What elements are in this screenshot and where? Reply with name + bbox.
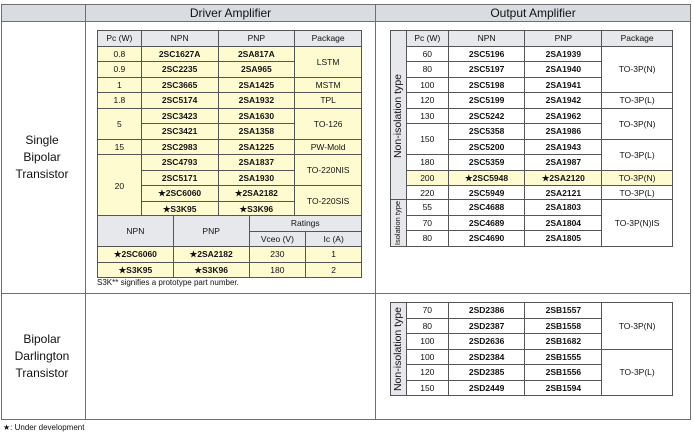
npn-cell: 2SC5242 (448, 108, 525, 124)
column-divider-right (375, 22, 376, 419)
table-row (98, 31, 362, 47)
column-header: NPN (98, 216, 174, 247)
table-row (98, 77, 362, 93)
pnp-cell: ★2SA2120 (525, 170, 602, 186)
row-label-line: Bipolar (23, 150, 61, 164)
npn-cell: ★2SC6060 (141, 186, 218, 202)
npn-cell: 2SC5199 (448, 93, 525, 109)
pnp-cell: 2SA1939 (525, 46, 602, 62)
npn-cell: 2SC4690 (448, 231, 525, 247)
package-cell: MSTM (295, 77, 362, 93)
pnp-cell: 2SA2121 (525, 186, 602, 202)
package-cell: TO-220SIS (295, 186, 362, 217)
pnp-cell: 2SA1941 (525, 77, 602, 93)
pc-cell: 1.8 (98, 93, 142, 109)
table-row (98, 46, 362, 62)
pc-cell: 70 (406, 303, 448, 319)
table-row (391, 31, 673, 47)
row-label-line: Darlington (14, 349, 70, 363)
pc-cell: 100 (406, 349, 448, 365)
pnp-cell: 2SB1557 (525, 303, 602, 319)
package-cell: TPL (295, 93, 362, 109)
npn-cell: 2SD2636 (448, 334, 525, 350)
pnp-cell: ★S3K96 (173, 262, 249, 278)
pc-cell: 5 (98, 108, 142, 139)
pc-cell: 150 (406, 124, 448, 155)
darlington-non-isolation-label: Non-isolation type (392, 306, 405, 392)
column-header: NPN (448, 31, 525, 47)
pc-cell: 80 (406, 62, 448, 78)
pnp-cell: 2SA1805 (525, 231, 602, 247)
npn-cell: 2SC5198 (448, 77, 525, 93)
pnp-cell: 2SA817A (218, 46, 295, 62)
non-isolation-label: Non-isolation type (392, 73, 405, 158)
corner-header-cell (2, 5, 86, 22)
isolation-table (390, 199, 673, 247)
package-cell: TO-126 (295, 108, 362, 139)
npn-cell: 2SC3421 (141, 124, 218, 140)
pnp-cell: ★2SA2182 (218, 186, 295, 202)
vceo-cell: 180 (249, 262, 306, 278)
pc-cell: 200 (406, 170, 448, 186)
pc-cell: 70 (406, 215, 448, 231)
column-header: PNP (218, 31, 295, 47)
package-cell: TO-3P(L) (602, 93, 673, 109)
isolation-label-cell (391, 200, 407, 247)
pnp-cell: 2SA1942 (525, 93, 602, 109)
npn-cell: ★S3K95 (98, 262, 174, 278)
pnp-cell: 2SA1943 (525, 139, 602, 155)
pnp-cell: 2SA1962 (525, 108, 602, 124)
pnp-cell: 2SB1556 (525, 365, 602, 381)
pc-cell: 55 (406, 200, 448, 216)
npn-cell: 2SC5174 (141, 93, 218, 109)
npn-cell: 2SD2385 (448, 365, 525, 381)
output-table (390, 30, 673, 202)
pc-cell: 15 (98, 139, 142, 155)
npn-cell: 2SC5197 (448, 62, 525, 78)
non-isolation-label-cell (391, 31, 407, 202)
pnp-cell: 2SA1837 (218, 155, 295, 171)
package-cell: TO-3P(L) (602, 349, 673, 396)
table-row (391, 170, 673, 186)
npn-cell: 2SC3423 (141, 108, 218, 124)
pc-cell: 0.9 (98, 62, 142, 78)
npn-cell: 2SC5358 (448, 124, 525, 140)
npn-cell: 2SD2387 (448, 318, 525, 334)
column-divider-left (85, 22, 86, 419)
package-cell: PW-Mold (295, 139, 362, 155)
npn-cell: 2SC1627A (141, 46, 218, 62)
table-row (98, 108, 362, 124)
table-row (98, 93, 362, 109)
driver-table (97, 30, 362, 217)
column-header: Pc (W) (98, 31, 142, 47)
table-row (391, 93, 673, 109)
npn-cell: 2SC3665 (141, 77, 218, 93)
pc-cell: 0.8 (98, 46, 142, 62)
row-label-line: Bipolar (23, 332, 61, 346)
pc-cell: 220 (406, 186, 448, 202)
pnp-cell: 2SA965 (218, 62, 295, 78)
npn-cell: 2SC5171 (141, 170, 218, 186)
pc-cell: 130 (406, 108, 448, 124)
pnp-cell: 2SA1932 (218, 93, 295, 109)
package-cell: LSTM (295, 46, 362, 77)
column-header: NPN (141, 31, 218, 47)
pc-cell: 100 (406, 77, 448, 93)
pnp-cell: 2SA1225 (218, 139, 295, 155)
table-row (98, 247, 362, 263)
pnp-cell: 2SA1940 (525, 62, 602, 78)
npn-cell: ★2SC5948 (448, 170, 525, 186)
pnp-cell: 2SA1630 (218, 108, 295, 124)
pc-cell: 150 (406, 380, 448, 396)
column-header: Ratings (249, 216, 361, 232)
column-header: Package (295, 31, 362, 47)
row-divider (2, 293, 690, 294)
vceo-cell: 230 (249, 247, 306, 263)
table-row (98, 262, 362, 278)
package-cell: TO-3P(N) (602, 170, 673, 186)
table-row (391, 349, 673, 365)
ic-cell: 1 (306, 247, 362, 263)
pc-cell: 20 (98, 155, 142, 217)
package-cell: TO-3P(N)IS (602, 200, 673, 247)
npn-cell: 2SC4689 (448, 215, 525, 231)
npn-cell: 2SD2386 (448, 303, 525, 319)
output-amplifier-header: Output Amplifier (376, 5, 690, 22)
pc-cell: 80 (406, 231, 448, 247)
column-header: Package (602, 31, 673, 47)
npn-cell: 2SC5949 (448, 186, 525, 202)
row-label-line: Transistor (15, 167, 69, 181)
row-label-line: Single (25, 133, 59, 147)
package-cell: TO-3P(L) (602, 186, 673, 202)
npn-cell: 2SC4793 (141, 155, 218, 171)
pnp-cell: 2SA1930 (218, 170, 295, 186)
footer-note: ★: Under development (3, 423, 85, 432)
table-row (391, 303, 673, 319)
npn-cell: 2SC5359 (448, 155, 525, 171)
npn-cell: 2SC2983 (141, 139, 218, 155)
table-row (391, 200, 673, 216)
pnp-cell: 2SB1682 (525, 334, 602, 350)
pc-cell: 120 (406, 365, 448, 381)
npn-cell: ★S3K95 (141, 201, 218, 217)
pnp-cell: 2SB1558 (525, 318, 602, 334)
pnp-cell: 2SA1803 (525, 200, 602, 216)
driver-amplifier-header: Driver Amplifier (86, 5, 376, 22)
column-header: Pc (W) (406, 31, 448, 47)
pc-cell: 100 (406, 334, 448, 350)
npn-cell: 2SD2384 (448, 349, 525, 365)
pnp-cell: 2SA1358 (218, 124, 295, 140)
ratings-table (97, 215, 362, 278)
pc-cell: 80 (406, 318, 448, 334)
npn-cell: 2SC4688 (448, 200, 525, 216)
column-header: Ic (A) (306, 231, 362, 247)
pnp-cell: 2SB1555 (525, 349, 602, 365)
column-header: PNP (525, 31, 602, 47)
pc-cell: 120 (406, 93, 448, 109)
pnp-cell: 2SA1804 (525, 215, 602, 231)
table-row (98, 139, 362, 155)
pc-cell: 180 (406, 155, 448, 171)
darlington-table (390, 302, 673, 396)
pnp-cell: 2SB1594 (525, 380, 602, 396)
table-row (98, 155, 362, 171)
pc-cell: 1 (98, 77, 142, 93)
table-row (98, 216, 362, 232)
pnp-cell: 2SA1986 (525, 124, 602, 140)
ic-cell: 2 (306, 262, 362, 278)
npn-cell: 2SC2235 (141, 62, 218, 78)
package-cell: TO-3P(N) (602, 303, 673, 350)
table-row (391, 46, 673, 62)
table-row (391, 108, 673, 124)
package-cell: TO-220NIS (295, 155, 362, 186)
pc-cell: 60 (406, 46, 448, 62)
pnp-cell: 2SA1987 (525, 155, 602, 171)
pnp-cell: ★S3K96 (218, 201, 295, 217)
isolation-label: Isolation type (393, 200, 403, 245)
npn-cell: 2SD2449 (448, 380, 525, 396)
darlington-label (0, 294, 84, 419)
darlington-label-cell (391, 303, 407, 396)
prototype-note: S3K** signifies a prototype part number. (97, 278, 239, 287)
package-cell: TO-3P(N) (602, 46, 673, 93)
package-cell: TO-3P(N) (602, 108, 673, 139)
package-cell: TO-3P(L) (602, 139, 673, 170)
npn-cell: ★2SC6060 (98, 247, 174, 263)
pnp-cell: ★2SA2182 (173, 247, 249, 263)
column-header: Vceo (V) (249, 231, 306, 247)
npn-cell: 2SC5200 (448, 139, 525, 155)
single-bipolar-label (0, 22, 84, 293)
pnp-cell: 2SA1425 (218, 77, 295, 93)
column-header: PNP (173, 216, 249, 247)
npn-cell: 2SC5196 (448, 46, 525, 62)
row-label-line: Transistor (15, 366, 69, 380)
